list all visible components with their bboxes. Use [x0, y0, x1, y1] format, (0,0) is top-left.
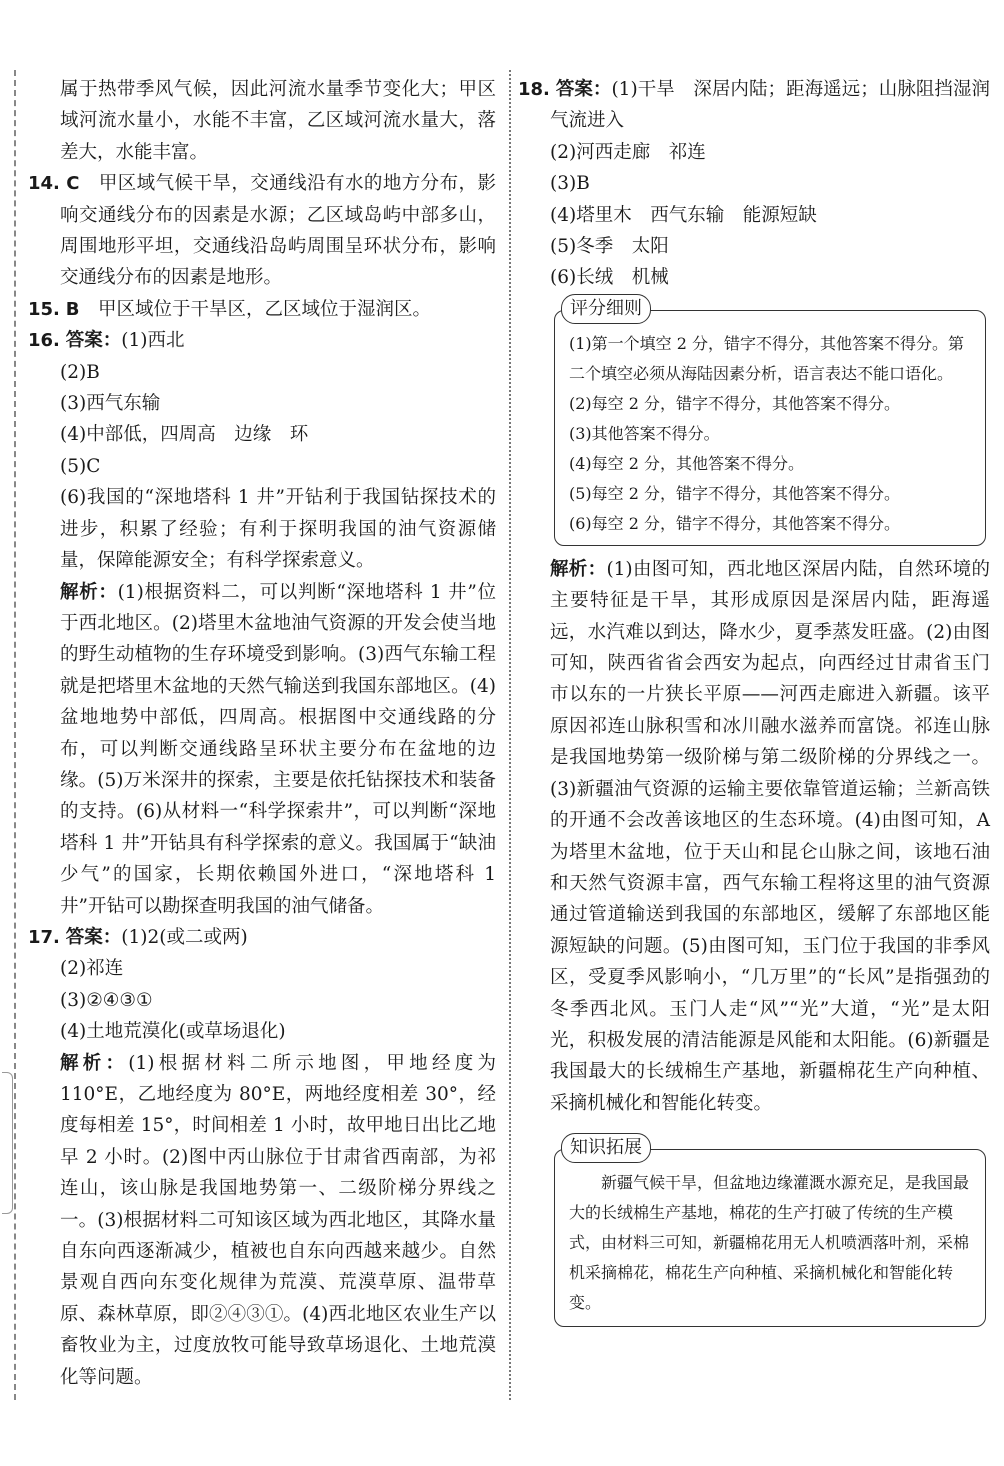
knowledge-expansion-text: 新疆气候干旱，但盆地边缘灌溉水源充足，是我国最大的长绒棉生产基地，棉花的生产打破了传统的生产模式，由材料三可知，新疆棉花用无人机喷洒落叶剂，采棉机采摘棉花，棉花生产向种植、采摘机械化和智能化转变。	[569, 1173, 970, 1313]
q18-number: 18.	[518, 79, 550, 100]
right-column	[518, 74, 990, 1327]
q14-answer: C	[66, 173, 80, 195]
q17-answer-2: (2)祁连	[60, 958, 124, 980]
q18-answer-1: (1)干旱 深居内陆；距海遥远；山脉阻挡湿润气流进入	[550, 79, 990, 132]
scoring-item-2: (2)每空 2 分，错字不得分，其他答案不得分。	[569, 393, 901, 413]
left-column	[28, 74, 496, 1393]
binding-dashed-line	[14, 70, 16, 1400]
binding-edge-box	[2, 1072, 13, 1214]
q16-analysis-text: (1)根据资料二，可以判断“深地塔科 1 井”位于西北地区。(2)塔里木盆地油气资源的开发会使当地的野生动植物的生存环境受到影响。(3)西气东输工程就是把塔里木盆地的天然气输送到我国东部地区。(4)盆地地势中部低，四周高。根据图中交通线路的分布，可以判断交通线路呈环状主要分布在盆地的边缘。(5)万米深井的探索，主要是依托钻探技术和装备的支持。(6)从材料一“科学探索井”，可以判断“深地塔科 1 井”开钻具有科学探索的意义。我国属于“缺油少气”的国家，长期依赖国外进口，“深地塔科 1 井”开钻可以勘探查明我国的油气储备。	[60, 581, 496, 917]
q15-text: 甲区域位于干旱区，乙区域位于湿润区。	[98, 298, 432, 320]
column-divider	[509, 70, 511, 1400]
q16-answer-4: (4)中部低，四周高 边缘 环	[60, 424, 309, 446]
q14-text: 甲区域气候干旱，交通线沿有水的地方分布，影响交通线分布的因素是水源；乙区域岛屿中部多山，周围地形平坦，交通线沿岛屿周围呈环状分布，影响交通线分布的因素是地形。	[60, 173, 496, 289]
q16-answer-3: (3)西气东输	[60, 393, 161, 415]
q16-answer-2: (2)B	[60, 361, 100, 383]
q17-analysis-label: 解析：	[60, 1052, 129, 1074]
scoring-item-3: (3)其他答案不得分。	[569, 423, 720, 443]
q17-answer-3: (3)②④③①	[60, 989, 153, 1011]
scoring-rules-box	[554, 297, 986, 546]
q17-answer-line	[28, 922, 496, 953]
q18-analysis-text: (1)由图可知，西北地区深居内陆，自然环境的主要特征是干旱，其形成原因是深居内陆，距海遥远，水汽难以到达，降水少，夏季蒸发旺盛。(2)由图可知，陕西省省会西安为起点，向西经过甘肃省玉门市以东的一片狭长平原——河西走廊进入新疆。该平原因祁连山脉积雪和冰川融水滋养而富饶。祁连山脉是我国地势第一级阶梯与第二级阶梯的分界线之一。(3)新疆油气资源的运输主要依靠管道运输；兰新高铁的开通不会改善该地区的生态环境。(4)由图可知，A 为塔里木盆地，位于天山和昆仑山脉之间，该地石油和天然气资源丰富，西气东输工程将这里的油气资源通过管道输送到我国的东部地区，缓解了东部地区能源短缺的问题。(5)由图可知，玉门位于我国的非季风区，受夏季风影响小，“几万里”的“长风”是指强劲的冬季西北风。玉门人走“风”“光”大道，“光”是太阳光，积极发展的清洁能源是风能和太阳能。(6)新疆是我国最大的长绒棉生产基地，新疆棉花生产向种植、采摘机械化和智能化转变。	[550, 558, 990, 1114]
q16-answer-label: 答案：	[65, 330, 122, 352]
q15-answer: B	[65, 298, 80, 320]
q15-number: 15.	[28, 298, 60, 320]
q16-number: 16.	[28, 330, 60, 352]
q17-analysis	[28, 1048, 496, 1393]
q17-answer-4: (4)土地荒漠化(或草场退化)	[60, 1021, 286, 1043]
scoring-item-1: (1)第一个填空 2 分，错字不得分，其他答案不得分。第二个填空必须从海陆因素分析，语言表达不能口语化。	[569, 333, 965, 383]
q13-continuation: 属于热带季风气候，因此河流水量季节变化大；甲区域河流水量小，水能不丰富，乙区域河流水量大，落差大，水能丰富。	[60, 79, 496, 163]
q16-answer-1: (1)西北	[121, 330, 185, 352]
q17-analysis-text: (1)根据材料二所示地图，甲地经度为 110°E，乙地经度为 80°E，两地经度相差 30°，经度每相差 15°，时间相差 1 小时，故甲地日出比乙地早 2 小时。(2)图中丙山脉位于甘肃省西南部，为祁连山，该山脉是我国地势第一、二级阶梯分界线之一。(3)根据材料二可知该区域为西北地区，其降水量自东向西逐渐减少，植被也自东向西越来越少。自然景观自西向东变化规律为荒漠、荒漠草原、温带草原、森林草原，即②④③①。(4)西北地区农业生产以畜牧业为主，过度放牧可能导致草场退化、土地荒漠化等问题。	[60, 1052, 496, 1388]
scoring-item-6: (6)每空 2 分，错字不得分，其他答案不得分。	[569, 513, 901, 533]
q17-answer-1: (1)2(或二或两)	[121, 926, 248, 948]
scoring-item-4: (4)每空 2 分，其他答案不得分。	[569, 453, 805, 473]
q18-answer-3: (3)B	[550, 173, 590, 195]
q16-analysis-label: 解析：	[60, 581, 118, 603]
q16-analysis	[28, 577, 496, 922]
q18-answer-label: 答案：	[555, 79, 612, 100]
q14-number: 14.	[28, 173, 60, 195]
q18-answer-5: (5)冬季 太阳	[550, 236, 669, 258]
scoring-rules-title: 评分细则	[561, 294, 651, 324]
scoring-item-5: (5)每空 2 分，错字不得分，其他答案不得分。	[569, 483, 901, 503]
q16-answer-6: (6)我国的“深地塔科 1 井”开钻利于我国钻探技术的进步，积累了经验；有利于探明我国的油气资源储量，保障能源安全；有科学探索意义。	[60, 487, 496, 572]
q18-analysis-label: 解析：	[550, 558, 607, 580]
q17-number: 17.	[28, 926, 60, 948]
q17-answer-label: 答案：	[65, 926, 122, 948]
q18-answer-2: (2)河西走廊 祁连	[550, 141, 706, 163]
q18-answer-4: (4)塔里木 西气东输 能源短缺	[550, 204, 817, 226]
q15	[28, 294, 496, 325]
knowledge-expansion-title: 知识拓展	[561, 1133, 651, 1163]
q18-answer-6: (6)长绒 机械	[550, 267, 669, 289]
q14	[28, 168, 496, 294]
q18-answer-line	[518, 74, 990, 137]
q16-answer-line	[28, 325, 496, 356]
knowledge-expansion-box	[554, 1137, 986, 1327]
q16-answer-5: (5)C	[60, 455, 101, 477]
q18-analysis	[518, 554, 990, 1119]
